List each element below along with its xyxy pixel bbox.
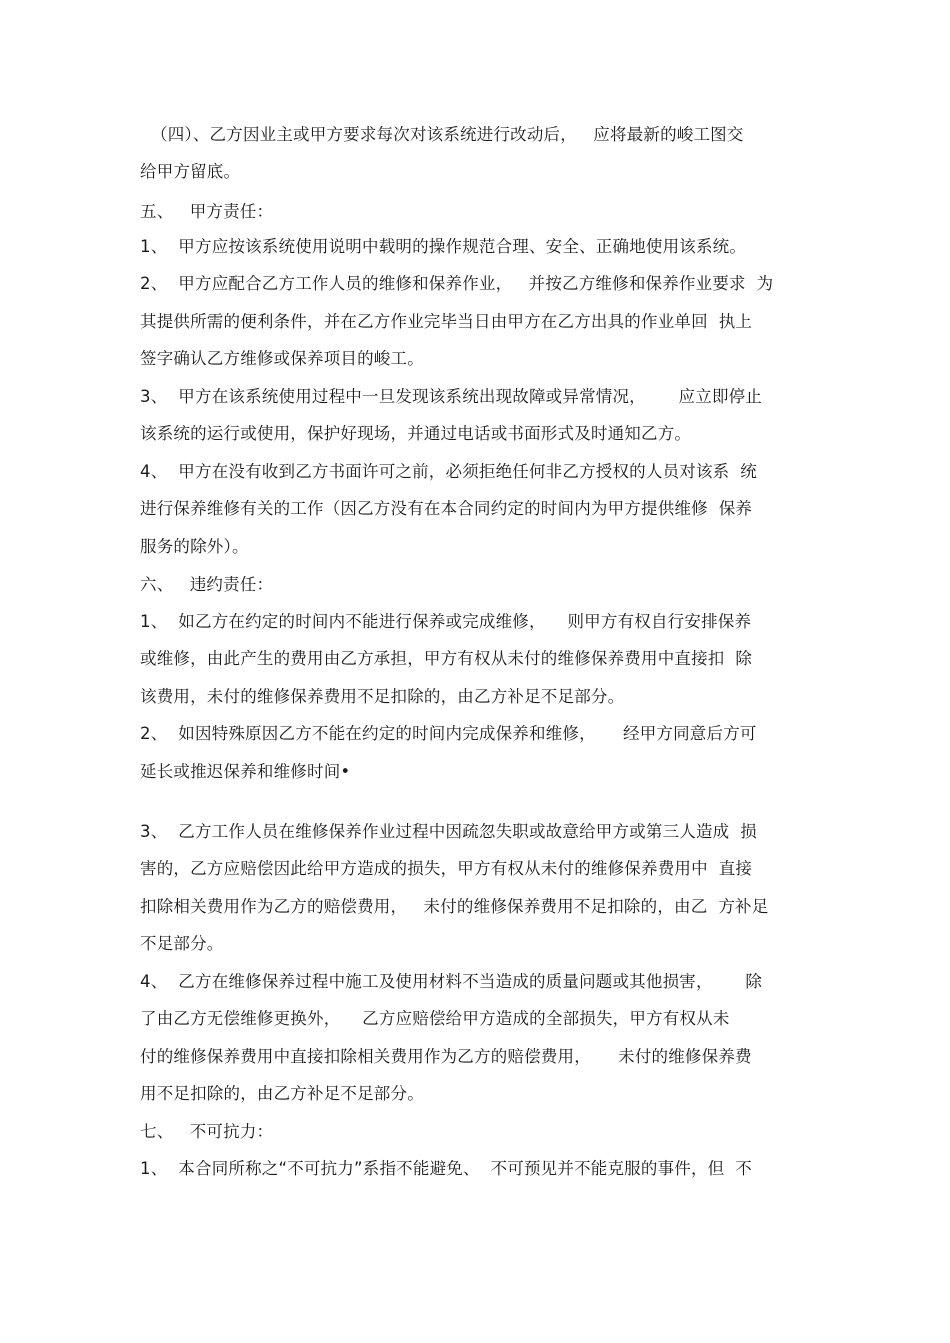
text-line: 1、 本合同所称之“不可抗力”系指不能避免、 不可预见并不能克服的事件，但 不 [140, 1159, 752, 1178]
text-line: 2、 如因特殊原因乙方不能在约定的时间内完成保养和维修， 经甲方同意后方可 [140, 724, 757, 743]
text-line: 了由乙方无偿维修更换外， 乙方应赔偿给甲方造成的全部损失，甲方有权从未 [140, 1009, 730, 1028]
text-line: 1、 甲方应按该系统使用说明中载明的操作规范合理、安全、正确地使用该系统。 [140, 237, 747, 256]
text-line: 其提供所需的便利条件，并在乙方作业完毕当日由甲方在乙方出具的作业单回 执上 [140, 312, 753, 331]
text-line: 该系统的运行或使用，保护好现场，并通过电话或书面形式及时通知乙方。 [140, 424, 692, 443]
text-line: 2、 甲方应配合乙方工作人员的维修和保养作业， 并按乙方维修和保养作业要求 为 [140, 274, 774, 293]
text-line: 给甲方留底。 [140, 162, 241, 181]
text-line: 不足部分。 [140, 934, 224, 953]
text-line: 延长或推迟保养和维修时间• [140, 762, 351, 781]
section-heading: 七、 不可抗力： [140, 1122, 274, 1141]
text-line: 付的维修保养费用中直接扣除相关费用作为乙方的赔偿费用， 未付的维修保养费 [140, 1047, 752, 1066]
text-line: 3、 甲方在该系统使用过程中一旦发现该系统出现故障或异常情况， 应立即停止 [140, 387, 763, 406]
text-line: 或维修，由此产生的费用由乙方承担，甲方有权从未付的维修保养费用中直接扣 除 [140, 649, 753, 668]
text-line: 用不足扣除的，由乙方补足不足部分。 [140, 1084, 424, 1103]
text-line: 4、 甲方在没有收到乙方书面许可之前，必须拒绝任何非乙方授权的人员对该系 统 [140, 462, 757, 481]
text-line: 1、 如乙方在约定的时间内不能进行保养或完成维修， 则甲方有权自行安排保养 [140, 612, 752, 631]
text-line: 3、 乙方工作人员在维修保养作业过程中因疏忽失职或故意给甲方或第三人造成 损 [140, 822, 757, 841]
section-heading: 六、 违约责任： [140, 575, 274, 594]
text-line: 服务的除外）。 [140, 537, 249, 556]
section-heading: 五、 甲方责任： [140, 202, 274, 221]
text-line: 进行保养维修有关的工作（因乙方没有在本合同约定的时间内为甲方提供维修 保养 [140, 499, 753, 518]
text-line: 害的，乙方应赔偿因此给甲方造成的损失，甲方有权从未付的维修保养费用中 直接 [140, 859, 753, 878]
text-line: 该费用，未付的维修保养费用不足扣除的，由乙方补足不足部分。 [140, 687, 625, 706]
text-line: 签字确认乙方维修或保养项目的峻工。 [140, 349, 424, 368]
text-line: 4、 乙方在维修保养过程中施工及使用材料不当造成的质量问题或其他损害， 除 [140, 972, 763, 991]
text-line: （四）、乙方因业主或甲方要求每次对该系统进行改动后， 应将最新的峻工图交 [151, 125, 744, 144]
text-line: 扣除相关费用作为乙方的赔偿费用， 未付的维修保养费用不足扣除的，由乙 方补足 [140, 897, 769, 916]
